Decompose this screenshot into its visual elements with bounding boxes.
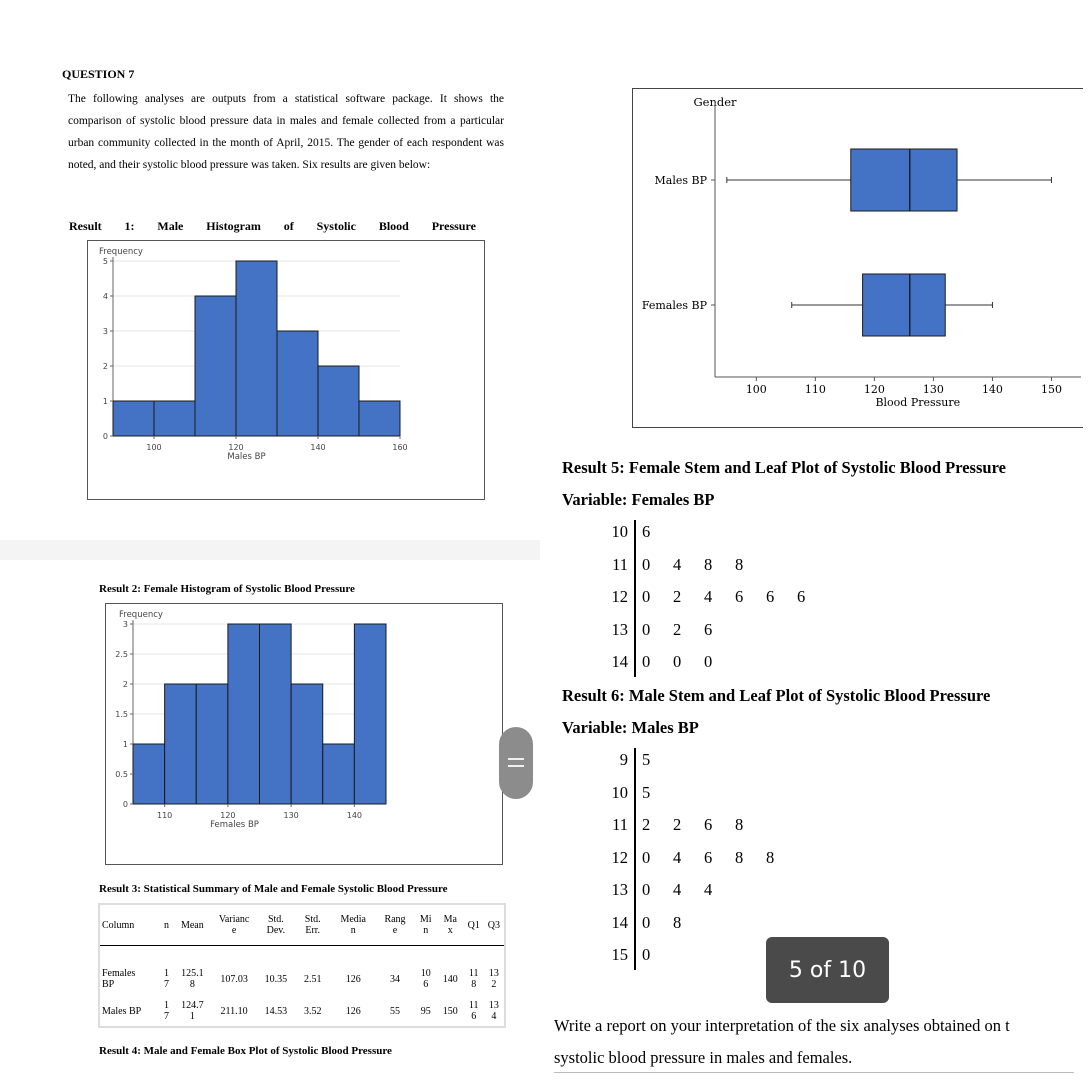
col-header: Q3 xyxy=(484,904,505,946)
result6-variable: Variable: Males BP xyxy=(562,718,699,737)
leaf-values xyxy=(634,783,673,803)
leaf-values xyxy=(634,652,735,672)
box-plot-chart xyxy=(633,89,1083,427)
box xyxy=(863,274,946,336)
histogram-bar xyxy=(165,684,197,804)
leaf-value: 2 xyxy=(673,619,682,639)
y-tick-label: 4 xyxy=(102,292,108,301)
result1-word: Male xyxy=(157,219,184,233)
histogram-bar xyxy=(133,744,165,804)
instruction-text xyxy=(554,1010,1091,1074)
handle-grip-line xyxy=(508,765,524,767)
y-tick-label: 0 xyxy=(102,432,108,441)
leaf-value: 5 xyxy=(642,782,651,802)
leaf-value: 6 xyxy=(735,587,744,606)
question-title: QUESTION 7 xyxy=(62,67,135,81)
cell-variance: 211.10 xyxy=(220,1005,248,1017)
result6-title: Result 6: Male Stem and Leaf Plot of Systolic Blood Pressure xyxy=(562,686,991,705)
table-row xyxy=(99,992,505,1027)
x-tick-label: 160 xyxy=(392,443,408,452)
x-tick-label: 130 xyxy=(283,811,299,820)
col-header: Column xyxy=(99,904,159,946)
x-tick-label: 100 xyxy=(146,443,162,452)
y-tick-label: 1.5 xyxy=(115,710,128,719)
leaf-value: 0 xyxy=(642,587,651,606)
col-header: Media n xyxy=(331,904,375,946)
y-tick-label: 0 xyxy=(122,800,128,809)
leaf-value: 4 xyxy=(673,880,682,899)
histogram-bar xyxy=(354,624,386,804)
y-axis-label: Frequency xyxy=(119,610,163,620)
col-header: Std. Err. xyxy=(294,904,331,946)
stem-value: 12 xyxy=(611,587,628,606)
stem-value: 13 xyxy=(611,619,628,639)
result1-word: Result xyxy=(69,219,102,233)
x-tick-label: 140 xyxy=(981,383,1003,396)
stem-leaf-row xyxy=(596,581,828,613)
page-indicator: 5 of 10 xyxy=(766,937,889,1003)
stem-value: 11 xyxy=(612,554,628,574)
col-header: Mean xyxy=(174,904,211,946)
leaf-value: 0 xyxy=(642,619,651,639)
result1-word: Systolic xyxy=(316,219,356,233)
bottom-rule xyxy=(554,1072,1074,1073)
male-histogram-chart xyxy=(88,241,484,499)
leaf-values xyxy=(634,750,673,770)
leaf-values xyxy=(634,880,735,900)
leaf-value: 6 xyxy=(642,522,651,541)
instruction-line: Write a report on your interpretation of the six analyses obtained on t xyxy=(554,1016,1010,1035)
leaf-values xyxy=(634,945,673,965)
stem-leaf-row xyxy=(596,874,735,906)
x-tick-label: 120 xyxy=(863,383,885,396)
leaf-value: 0 xyxy=(642,945,651,964)
stem-leaf-row xyxy=(596,907,704,939)
table-row xyxy=(99,946,505,993)
category-label: Males BP xyxy=(654,174,707,187)
table-header-row xyxy=(99,904,505,946)
stem-value: 14 xyxy=(611,912,628,932)
leaf-value: 8 xyxy=(673,912,682,932)
y-tick-label: 2.5 xyxy=(115,650,128,659)
leaf-value: 4 xyxy=(704,587,713,606)
col-header: Varianc e xyxy=(211,904,258,946)
y-tick-label: 3 xyxy=(122,620,128,629)
y-axis-label: Frequency xyxy=(99,247,143,257)
leaf-value: 4 xyxy=(673,554,682,574)
split-view-handle[interactable] xyxy=(499,727,533,799)
result1-word: Histogram xyxy=(206,219,261,233)
leaf-value: 6 xyxy=(704,847,713,867)
leaf-value: 6 xyxy=(704,619,713,639)
cell-std-err: 2.51 xyxy=(303,973,322,985)
histogram-bar xyxy=(277,331,318,436)
leaf-value: 0 xyxy=(673,652,682,671)
cell-n: 1 7 xyxy=(164,968,170,990)
x-tick-label: 140 xyxy=(346,811,363,820)
x-tick-label: 110 xyxy=(156,811,173,820)
stem-leaf-row xyxy=(596,809,766,841)
col-header: Rang e xyxy=(375,904,414,946)
leaf-value: 6 xyxy=(704,815,713,834)
leaf-values xyxy=(634,555,766,575)
page-gap xyxy=(0,540,540,560)
cell-range: 34 xyxy=(390,973,400,985)
cell-q1: 11 8 xyxy=(468,968,479,990)
y-tick-label: 1 xyxy=(122,740,128,749)
box xyxy=(851,149,957,211)
histogram-bar xyxy=(260,624,292,804)
leaf-value: 8 xyxy=(766,847,775,867)
result2-title: Result 2: Female Histogram of Systolic Blood Pressure xyxy=(99,583,355,595)
stem-value: 13 xyxy=(611,880,628,899)
histogram-bar xyxy=(154,401,195,436)
col-header: Ma x xyxy=(437,904,464,946)
histogram-bar xyxy=(196,684,228,804)
histogram-bar xyxy=(318,366,359,436)
leaf-values xyxy=(634,522,673,542)
x-tick-label: 140 xyxy=(310,443,326,452)
stem-value: 11 xyxy=(612,815,628,834)
leaf-values xyxy=(634,848,797,868)
cell-std-err: 3.52 xyxy=(303,1005,322,1017)
summary-table xyxy=(98,903,506,1028)
leaf-value: 6 xyxy=(797,587,806,606)
leaf-value: 2 xyxy=(642,815,651,834)
leaf-value: 2 xyxy=(673,587,682,606)
leaf-value: 4 xyxy=(704,880,713,899)
leaf-values xyxy=(634,815,766,835)
stem-value: 10 xyxy=(611,782,628,802)
category-label: Females BP xyxy=(641,299,707,312)
stem-divider xyxy=(634,748,636,970)
leaf-values xyxy=(634,620,735,640)
y-tick-label: 2 xyxy=(122,680,128,689)
cell-q3: 13 4 xyxy=(488,1000,499,1022)
result1-word: Blood xyxy=(378,219,409,233)
x-tick-label: 120 xyxy=(220,811,236,820)
leaf-value: 0 xyxy=(642,652,651,671)
cell-mean: 125.1 8 xyxy=(181,968,204,990)
col-header: n xyxy=(159,904,174,946)
result1-title xyxy=(69,219,476,234)
leaf-value: 0 xyxy=(642,912,651,932)
cell-column: Males BP xyxy=(102,1005,142,1017)
x-tick-label: 100 xyxy=(745,383,767,396)
cell-min: 95 xyxy=(420,1005,431,1017)
leaf-value: 4 xyxy=(673,847,682,867)
result1-word: Pressure xyxy=(431,219,476,233)
leaf-value: 2 xyxy=(673,815,682,834)
x-axis-label: Males BP xyxy=(227,452,266,462)
y-tick-label: 1 xyxy=(102,397,108,406)
cell-std-dev: 10.35 xyxy=(264,973,288,985)
stem-value: 12 xyxy=(611,847,628,867)
stem-leaf-row xyxy=(596,549,766,581)
x-tick-label: 130 xyxy=(922,383,944,396)
cell-q3: 13 2 xyxy=(488,968,499,990)
leaf-value: 8 xyxy=(735,815,744,834)
y-tick-label: 2 xyxy=(102,362,108,371)
stem-leaf-row xyxy=(596,842,797,874)
x-axis-label: Females BP xyxy=(210,820,259,830)
cell-mean: 124.7 1 xyxy=(181,1000,204,1022)
cell-variance: 107.03 xyxy=(220,973,248,985)
leaf-value: 0 xyxy=(642,880,651,899)
histogram-bar xyxy=(195,296,236,436)
leaf-value: 8 xyxy=(735,847,744,867)
result5-variable: Variable: Females BP xyxy=(562,490,715,509)
leaf-values xyxy=(634,587,828,607)
question-body: The following analyses are outputs from a statistical software package. It shows the comparison of systolic blood pressure data in males and female collected from a particular urban community collected in the month of April, 2015. The gender of each respondent was noted, and their systolic blood pressure was taken. Six results are given below: xyxy=(68,93,504,171)
leaf-value: 8 xyxy=(735,554,744,574)
stem-value: 14 xyxy=(611,652,628,671)
leaf-values xyxy=(634,913,704,933)
leaf-value: 0 xyxy=(642,554,651,574)
col-header: Mi n xyxy=(415,904,437,946)
histogram-bar xyxy=(228,624,260,804)
cell-column: Females BP xyxy=(102,968,136,990)
stem-leaf-row xyxy=(596,646,735,678)
cell-min: 10 6 xyxy=(420,968,431,990)
leaf-value: 8 xyxy=(704,554,713,574)
result4-title: Result 4: Male and Female Box Plot of Systolic Blood Pressure xyxy=(99,1045,392,1057)
histogram-bar xyxy=(323,744,355,804)
legend-title: Gender xyxy=(693,95,737,109)
cell-std-dev: 14.53 xyxy=(264,1005,288,1017)
x-axis-label: Blood Pressure xyxy=(875,396,961,409)
leaf-value: 0 xyxy=(642,847,651,867)
stem-value: 9 xyxy=(619,750,628,769)
cell-q1: 11 6 xyxy=(468,1000,479,1022)
cell-range: 55 xyxy=(390,1005,400,1017)
cell-max: 150 xyxy=(442,1005,458,1017)
stem-leaf-row xyxy=(596,614,735,646)
col-header: Std. Dev. xyxy=(257,904,294,946)
stem-value: 15 xyxy=(611,945,628,964)
histogram-bar xyxy=(236,261,277,436)
x-tick-label: 120 xyxy=(228,443,244,452)
female-histogram-frame xyxy=(105,603,503,865)
male-histogram-frame xyxy=(87,240,485,500)
cell-max: 140 xyxy=(442,973,458,985)
x-tick-label: 110 xyxy=(804,383,826,396)
histogram-bar xyxy=(291,684,323,804)
box-plot-frame xyxy=(632,88,1083,428)
leaf-value: 6 xyxy=(766,587,775,606)
handle-grip-line xyxy=(508,758,524,760)
cell-median: 126 xyxy=(345,973,361,985)
histogram-bar xyxy=(359,401,400,436)
stem-divider xyxy=(634,520,636,677)
leaf-value: 5 xyxy=(642,750,651,769)
result1-word: 1: xyxy=(124,219,135,233)
result1-word: of xyxy=(283,219,294,233)
cell-n: 1 7 xyxy=(164,1000,170,1022)
result5-title: Result 5: Female Stem and Leaf Plot of Systolic Blood Pressure xyxy=(562,458,1006,477)
histogram-bar xyxy=(113,401,154,436)
result3-title: Result 3: Statistical Summary of Male and Female Systolic Blood Pressure xyxy=(99,883,448,895)
female-histogram-chart xyxy=(106,604,502,864)
col-header: Q1 xyxy=(464,904,484,946)
y-tick-label: 5 xyxy=(102,257,108,266)
instruction-line: systolic blood pressure in males and females. xyxy=(554,1048,853,1067)
cell-median: 126 xyxy=(345,1005,361,1017)
y-tick-label: 3 xyxy=(102,327,108,336)
y-tick-label: 0.5 xyxy=(115,770,128,779)
stem-value: 10 xyxy=(611,522,628,541)
x-tick-label: 150 xyxy=(1040,383,1062,396)
leaf-value: 0 xyxy=(704,652,713,671)
